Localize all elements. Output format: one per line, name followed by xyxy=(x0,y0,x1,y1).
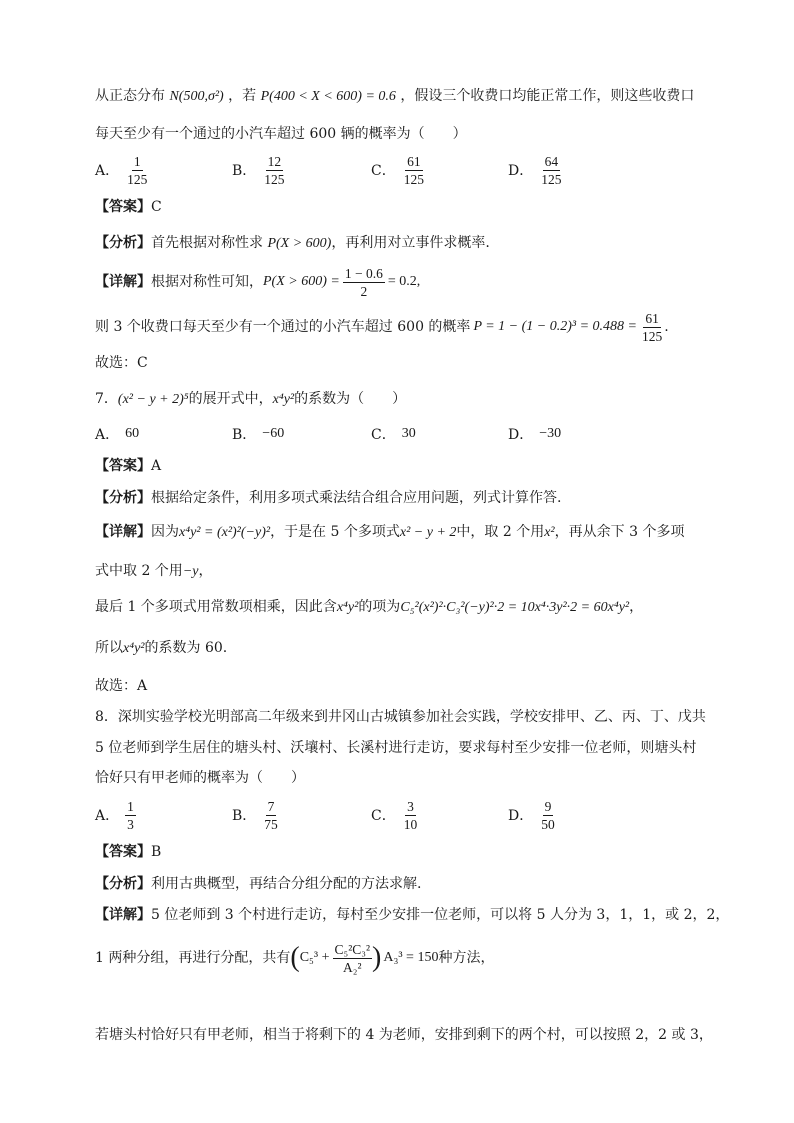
option-letter: B． xyxy=(232,427,257,443)
detail-formula: x⁴y² = (x²)²(−y)² xyxy=(179,525,271,540)
q6-options xyxy=(95,150,715,190)
detail-tag: 【详解】 xyxy=(95,524,151,540)
right-paren: ) xyxy=(372,942,382,973)
option-letter: B． xyxy=(232,163,257,179)
option-fraction xyxy=(402,799,420,832)
q8-option-b xyxy=(232,795,280,835)
q6-stem-text: 从正态分布 xyxy=(95,88,165,104)
q7-option-d xyxy=(508,414,561,454)
fraction-numerator: 1 xyxy=(127,798,134,814)
detail-text: 种方法， xyxy=(438,950,495,966)
q7-detail xyxy=(95,522,684,543)
answer-value: B xyxy=(151,844,162,860)
q8-option-c xyxy=(371,795,419,835)
detail-result: = 0.2, xyxy=(387,274,421,289)
question-number: 7． xyxy=(95,391,118,407)
option-fraction xyxy=(125,799,136,832)
detail-text: 式中取 2 个用 xyxy=(95,563,183,579)
detail-text: . xyxy=(664,319,669,335)
fraction-denominator: 125 xyxy=(127,171,148,187)
q6-normal-dist-formula: N(500,σ²) xyxy=(169,89,224,104)
q7-stem xyxy=(95,389,406,410)
q8-analysis xyxy=(95,874,421,894)
fraction-numerator: 61 xyxy=(407,153,421,169)
detail-text: 根据对称性可知， xyxy=(151,274,263,290)
q6-option-a xyxy=(95,150,149,190)
detail-formula: P(X > 600) = xyxy=(263,274,340,289)
q6-stem-text: ，假设三个收费口均能正常工作，则这些收费口 xyxy=(400,88,695,104)
fraction-numerator: 64 xyxy=(544,153,559,169)
q7-analysis xyxy=(95,488,561,508)
analysis-formula: P(X > 600) xyxy=(267,236,332,251)
detail-formula: P = 1 − (1 − 0.2)³ = 0.488 = xyxy=(473,319,637,334)
option-value: −30 xyxy=(539,426,562,441)
fraction-denominator: 3 xyxy=(127,816,134,832)
q6-stem-text: ，若 xyxy=(228,88,257,104)
q6-detail xyxy=(95,262,420,302)
detail-tag: 【详解】 xyxy=(95,907,151,923)
detail-text: ， xyxy=(198,563,213,579)
q6-probability-formula: P(400 < X < 600) = 0.6 xyxy=(260,89,396,104)
q6-stem-line1 xyxy=(95,86,694,107)
analysis-text: 首先根据对称性求 xyxy=(151,235,263,251)
option-value: 30 xyxy=(401,426,416,441)
q7-stem-text: 的展开式中， xyxy=(188,391,273,407)
answer-tag: 【答案】 xyxy=(95,844,151,860)
q6-answer xyxy=(95,197,162,217)
analysis-tag: 【分析】 xyxy=(95,490,151,506)
detail-text: 则 3 个收费口每天至少有一个通过的小汽车超过 600 的概率 xyxy=(95,319,471,335)
detail-text: 因为 xyxy=(151,524,179,540)
q6-option-b xyxy=(232,150,287,190)
option-letter: C． xyxy=(371,163,396,179)
q6-choose: 故选：C xyxy=(95,355,148,371)
option-fraction xyxy=(262,154,286,187)
detail-text: ，再从余下 3 个多项 xyxy=(554,524,685,540)
fraction-numerator: 9 xyxy=(544,798,552,814)
detail-text: ，于是在 5 个多项式 xyxy=(270,524,400,540)
combination-fraction xyxy=(333,942,373,975)
fraction-numerator: 1 xyxy=(133,153,141,169)
q7-detail-line3 xyxy=(95,597,643,618)
fraction-numerator: 3 xyxy=(407,798,414,814)
q7-detail-line2 xyxy=(95,561,212,582)
q8-stem-line1: 8．深圳实验学校光明部高二年级来到井冈山古城镇参加社会实践，学校安排甲、乙、丙、丁、戊共 xyxy=(95,709,706,725)
answer-value: A xyxy=(151,458,162,474)
fraction-denominator: 125 xyxy=(541,171,562,187)
fraction-numerator: 61 xyxy=(645,310,659,326)
q8-detail-line3: 若塘头村恰好只有甲老师，相当于将剩下的 4 为老师，安排到剩下的两个村，可以按照 2，2 或 3， xyxy=(95,1027,713,1043)
detail-text: 的系数为 60. xyxy=(144,640,228,656)
detail-tag: 【详解】 xyxy=(95,274,151,290)
q7-answer xyxy=(95,456,161,476)
combination-formula: C₅³ + xyxy=(299,950,330,965)
analysis-text: 根据给定条件，利用多项式乘法结合组合应用问题，列式计算作答. xyxy=(151,490,562,506)
q6-detail-line2 xyxy=(95,307,669,347)
detail-text: ， xyxy=(629,599,644,615)
q8-stem-line2: 5 位老师到学生居住的塘头村、沃壤村、长溪村进行走访，要求每村至少安排一位老师，则塘头村 xyxy=(95,740,697,756)
detail-formula: x² xyxy=(544,525,555,540)
q6-option-c xyxy=(371,150,426,190)
fraction-denominator: 50 xyxy=(541,816,555,832)
option-letter: A． xyxy=(95,427,120,443)
q7-option-b xyxy=(232,414,284,454)
option-value: 60 xyxy=(125,426,140,441)
detail-text: 所以 xyxy=(95,640,123,656)
fraction-numerator: 1 − 0.6 xyxy=(344,265,383,281)
detail-formula: C₅²(x²)²·C₃²(−y)²·2 = 10x⁴·3y²·2 = 60x⁴y² xyxy=(400,600,630,615)
fraction-denominator: 2 xyxy=(360,283,368,299)
option-letter: C． xyxy=(371,808,396,824)
option-value: −60 xyxy=(262,426,285,441)
q8-detail-line2 xyxy=(95,936,494,980)
option-fraction xyxy=(539,799,557,832)
q8-detail xyxy=(95,905,729,925)
q8-options xyxy=(95,795,715,835)
q8-answer xyxy=(95,842,161,862)
q7-option-c xyxy=(371,414,416,454)
q6-stem-line2: 每天至少有一个通过的小汽车超过 600 辆的概率为（ ） xyxy=(95,126,467,142)
detail-formula: x⁴y² xyxy=(123,641,145,656)
detail-text: 最后 1 个多项式用常数项相乘，因此含 xyxy=(95,599,337,615)
q6-analysis xyxy=(95,233,490,254)
option-fraction xyxy=(402,154,426,187)
q8-stem-line3: 恰好只有甲老师的概率为（ ） xyxy=(95,770,305,786)
detail-text: 1 两种分组，再进行分配，共有 xyxy=(95,950,291,966)
fraction-denominator: 125 xyxy=(264,171,285,187)
option-letter: A． xyxy=(95,808,120,824)
left-paren: ( xyxy=(290,942,300,973)
fraction-denominator: 10 xyxy=(403,816,418,832)
analysis-tag: 【分析】 xyxy=(95,876,151,892)
option-letter: C． xyxy=(371,427,396,443)
q7-stem-text: 的系数为（ ） xyxy=(294,391,407,407)
detail-text: 的项为 xyxy=(358,599,401,615)
q8-option-d xyxy=(508,795,557,835)
q7-option-a xyxy=(95,414,139,454)
detail-formula: x² − y + 2 xyxy=(399,525,457,540)
fraction-denominator: A₂² xyxy=(343,959,362,975)
option-letter: A． xyxy=(95,163,120,179)
fraction-denominator: 125 xyxy=(642,328,663,344)
option-letter: D． xyxy=(508,163,534,179)
answer-tag: 【答案】 xyxy=(95,199,151,215)
arrangement-formula: A₃³ = 150 xyxy=(383,950,439,965)
fraction-denominator: 125 xyxy=(403,171,424,187)
option-letter: D． xyxy=(508,427,534,443)
option-fraction xyxy=(262,799,280,832)
analysis-text: 利用古典概型，再结合分组分配的方法求解. xyxy=(151,876,422,892)
detail-formula: −y xyxy=(182,564,199,579)
q8-option-a xyxy=(95,795,136,835)
q7-term-formula: x⁴y² xyxy=(272,392,295,407)
detail-formula: x⁴y² xyxy=(336,600,359,615)
q7-options xyxy=(95,414,715,454)
detail-fraction xyxy=(640,311,664,344)
detail-text: 中，取 2 个用 xyxy=(456,524,545,540)
detail-text: 5 位老师到 3 个村进行走访，每村至少安排一位老师，可以将 5 人分为 3，1，1，或 2，2， xyxy=(151,907,730,923)
option-letter: B． xyxy=(232,808,257,824)
analysis-tag: 【分析】 xyxy=(95,235,151,251)
analysis-text: ，再利用对立事件求概率. xyxy=(331,235,490,251)
option-fraction xyxy=(125,154,149,187)
q7-detail-line4 xyxy=(95,638,227,659)
option-fraction xyxy=(539,154,563,187)
option-letter: D． xyxy=(508,808,534,824)
answer-value: C xyxy=(151,199,162,215)
fraction-numerator: 7 xyxy=(267,798,275,814)
answer-tag: 【答案】 xyxy=(95,458,151,474)
q6-option-d xyxy=(508,150,563,190)
q7-expansion-formula: (x² − y + 2)⁵ xyxy=(117,392,189,407)
fraction-denominator: 75 xyxy=(264,816,278,832)
fraction-numerator: 12 xyxy=(267,153,282,169)
detail-fraction xyxy=(343,266,385,299)
q7-choose: 故选：A xyxy=(95,678,148,694)
fraction-numerator: C₅²C₃² xyxy=(334,941,371,957)
